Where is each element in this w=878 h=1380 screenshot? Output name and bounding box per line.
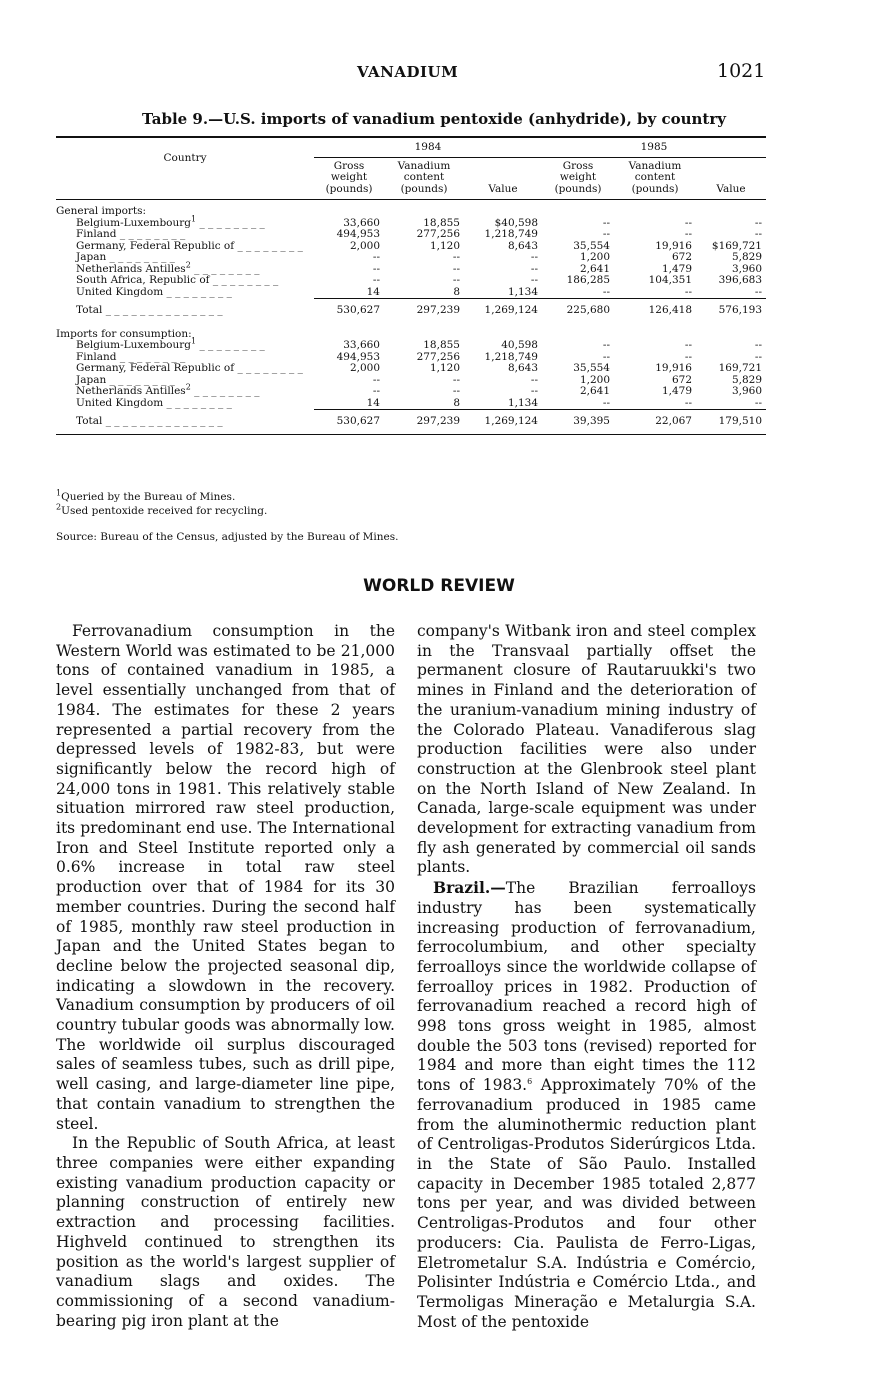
total-value-cell: 1,269,124 xyxy=(464,299,542,323)
country-header: Country xyxy=(163,152,207,165)
value-cell: -- xyxy=(602,396,610,409)
value-cell: -- xyxy=(452,274,460,286)
value-cell: -- xyxy=(684,216,692,229)
table-row xyxy=(56,287,766,299)
total-value-cell: 22,067 xyxy=(614,410,696,435)
table-title xyxy=(0,110,878,128)
value-cell: -- xyxy=(372,251,380,263)
value-cell: 1,479 xyxy=(661,262,692,275)
total-value-cell: 126,418 xyxy=(614,299,696,323)
value-cell: 1,134 xyxy=(507,396,538,409)
value-cell: 1,200 xyxy=(579,251,610,263)
value-cell: 1,479 xyxy=(661,385,692,397)
value-cell: -- xyxy=(684,396,692,409)
value-cell: 396,683 xyxy=(718,274,762,286)
section-heading-row: General imports: xyxy=(56,205,147,217)
value-cell: -- xyxy=(754,228,762,240)
value-cell: -- xyxy=(530,373,538,386)
value-cell: 1,120 xyxy=(429,239,460,252)
value-cell: -- xyxy=(372,274,380,286)
value-cell: 8,643 xyxy=(507,239,538,252)
value-cell: 3,960 xyxy=(731,385,762,397)
value-cell: -- xyxy=(754,285,762,298)
country-cell: Finland _ _ _ _ _ _ _ _ xyxy=(76,228,186,240)
value-cell: -- xyxy=(530,262,538,275)
body-column-right xyxy=(417,622,756,1332)
footnote-1: $^1$Queried by the Bureau of Mines. xyxy=(56,488,236,503)
value-cell: 33,660 xyxy=(343,216,380,229)
value-cell: 104,351 xyxy=(648,274,692,286)
country-cell: Belgium-Luxembourg$^1$ _ _ _ _ _ _ _ _ xyxy=(76,214,265,229)
table-footnotes xyxy=(56,490,267,518)
country-cell: Belgium-Luxembourg$^1$ _ _ _ _ _ _ _ _ xyxy=(76,336,265,351)
table-row xyxy=(56,398,766,410)
page-number: 1021 xyxy=(717,60,766,82)
running-title: VANADIUM xyxy=(357,63,459,81)
value-cell: 8,643 xyxy=(507,362,538,374)
paragraph-consumption: Ferrovanadium consumption in the Western World was estimated to be 21,000 tons of contained vanadium in 1985, a level essentially unchanged from that of 1984. The estimates for these 2 years represented a partial recovery from the depressed levels of 1982-83, but were significantly below the record high of 24,000 tons in 1981. This relatively stable situation mirrored raw steel production, its predominant end use. The International Iron and Steel Institute reported only a 0.6% increase in total raw steel production over that of 1984 for its 30 member countries. During the second half of 1985, monthly raw steel production in Japan and the United States began to decline below the projected seasonal dip, indicating a slowdown in the recovery. Vanadium consumption by producers of oil country tubular goods was abnormally low. The worldwide oil surplus discouraged sales of seamless tubes, such as drill pipe, well casing, and large-diameter line pipe, that contain vanadium to strengthen the steel. xyxy=(56,622,395,1133)
country-cell: Germany, Federal Republic of _ _ _ _ _ _ _ _ xyxy=(76,239,303,252)
year-header-1985: 1985 xyxy=(542,137,766,157)
section-heading: WORLD REVIEW xyxy=(363,576,515,596)
gross-weight-header-1985: Gross weight (pounds) xyxy=(554,159,602,195)
value-cell: -- xyxy=(452,262,460,275)
value-cell: 5,829 xyxy=(731,373,762,386)
country-cell: Netherlands Antilles$^2$ _ _ _ _ _ _ _ _ xyxy=(76,382,260,397)
total-value-cell: 1,269,124 xyxy=(464,410,542,435)
section-heading-row: Imports for consumption: xyxy=(56,327,192,340)
value-cell: 2,000 xyxy=(349,362,380,374)
value-cell: -- xyxy=(372,262,380,275)
imports-table xyxy=(56,136,766,435)
table-source: Source: Bureau of the Census, adjusted by the Bureau of Mines. xyxy=(56,531,399,543)
total-value-cell: 530,627 xyxy=(314,410,384,435)
value-cell: 18,855 xyxy=(423,216,460,229)
value-cell: -- xyxy=(684,228,692,240)
paragraph-continued: company's Witbank iron and steel complex in the Transvaal partially offset the permanent closure of Rautaruukki's two mines in Finland and the deterioration of the uranium-vanadium mining industry of the Colorado Plateau. Vanadiferous slag production facilities were also under construction at the Glenbrook steel plant on the North Island of New Zealand. In Canada, large-scale equipment was under development for extracting vanadium from fly ash generated by commercial oil sands plants. xyxy=(417,622,756,877)
value-cell: 3,960 xyxy=(731,262,762,275)
country-cell: Netherlands Antilles$^2$ _ _ _ _ _ _ _ _ xyxy=(76,260,260,275)
brazil-text-a: The Brazilian ferroalloys industry has been systematically increasing production of ferrovanadium, ferrocolumbium, and other specialty ferroalloys since the worldwide collapse of ferroalloy prices in 1982. Production of ferrovanadium reached a record high of 998 tons gross weight in 1985, almost double the 503 tons (revised) reported for 1984 and more than eight times the 112 tons of 1983. xyxy=(417,879,756,1095)
vanadium-content-header-1985: Vanadium content (pounds) xyxy=(628,159,682,195)
country-cell: Finland _ _ _ _ _ _ _ _ xyxy=(76,350,186,363)
value-cell: $40,598 xyxy=(494,216,538,229)
table-title-text: Table 9.—U.S. imports of vanadium pentoxide (anhydride), by country xyxy=(142,110,726,128)
value-cell: -- xyxy=(754,339,762,351)
value-cell: -- xyxy=(530,251,538,263)
value-cell: 18,855 xyxy=(423,339,460,351)
total-label: Total _ _ _ _ _ _ _ _ _ _ _ _ _ _ xyxy=(76,414,223,427)
value-cell: -- xyxy=(452,251,460,263)
value-cell: -- xyxy=(530,385,538,397)
paragraph-brazil xyxy=(417,878,756,1332)
value-cell: 277,256 xyxy=(416,350,460,363)
total-row xyxy=(56,299,766,323)
total-value-cell: 39,395 xyxy=(542,410,614,435)
gross-weight-header-1984: Gross weight (pounds) xyxy=(325,159,373,195)
value-cell: 19,916 xyxy=(655,362,692,374)
country-cell: South Africa, Republic of _ _ _ _ _ _ _ _ xyxy=(76,274,279,286)
value-cell: -- xyxy=(602,228,610,240)
value-cell: -- xyxy=(372,373,380,386)
total-value-cell: 179,510 xyxy=(696,410,766,435)
value-cell: 2,641 xyxy=(579,385,610,397)
value-cell: -- xyxy=(684,339,692,351)
value-cell: 1,218,749 xyxy=(484,350,538,363)
year-header-1984: 1984 xyxy=(314,137,542,157)
value-cell: 5,829 xyxy=(731,251,762,263)
value-cell: 33,660 xyxy=(343,339,380,351)
value-cell: 2,641 xyxy=(579,262,610,275)
country-cell: Germany, Federal Republic of _ _ _ _ _ _ _ _ xyxy=(76,362,303,374)
value-cell: 8 xyxy=(453,396,460,409)
value-cell: 40,598 xyxy=(501,339,538,351)
value-cell: $169,721 xyxy=(711,239,762,252)
value-cell: 672 xyxy=(671,373,692,386)
country-cell: United Kingdom _ _ _ _ _ _ _ _ xyxy=(76,285,232,298)
total-label: Total _ _ _ _ _ _ _ _ _ _ _ _ _ _ xyxy=(76,303,223,316)
value-cell: 14 xyxy=(366,285,380,298)
value-cell: -- xyxy=(754,216,762,229)
value-cell: 1,134 xyxy=(507,285,538,298)
total-value-cell: 297,239 xyxy=(384,410,464,435)
value-cell: 35,554 xyxy=(573,239,610,252)
brazil-lead: Brazil.— xyxy=(433,878,506,898)
total-value-cell: 225,680 xyxy=(542,299,614,323)
value-cell: -- xyxy=(754,396,762,409)
value-cell: 494,953 xyxy=(336,228,380,240)
value-cell: -- xyxy=(372,385,380,397)
value-cell: 277,256 xyxy=(416,228,460,240)
value-cell: -- xyxy=(452,373,460,386)
body-column-left xyxy=(56,622,395,1331)
page-header xyxy=(0,60,878,84)
value-cell: 2,000 xyxy=(349,239,380,252)
total-value-cell: 576,193 xyxy=(696,299,766,323)
value-cell: -- xyxy=(602,350,610,363)
value-cell: 1,200 xyxy=(579,373,610,386)
value-cell: 1,218,749 xyxy=(484,228,538,240)
value-cell: 1,120 xyxy=(429,362,460,374)
value-header-1985: Value xyxy=(716,182,746,195)
footnote-ref-6: 6 xyxy=(527,1077,533,1087)
total-value-cell: 530,627 xyxy=(314,299,384,323)
value-cell: -- xyxy=(684,285,692,298)
vanadium-content-header-1984: Vanadium content (pounds) xyxy=(397,159,451,195)
country-cell: Japan _ _ _ _ _ _ _ _ xyxy=(76,373,175,386)
value-cell: 14 xyxy=(366,396,380,409)
country-cell: Japan _ _ _ _ _ _ _ _ xyxy=(76,251,175,263)
paragraph-south-africa: In the Republic of South Africa, at least three companies were either expanding existing vanadium production capacity or planning construction of entirely new extraction and processing facilities. Highveld continued to strengthen its position as the world's largest supplier of vanadium slags and oxides. The commissioning of a second vanadium-bearing pig iron plant at the xyxy=(56,1134,395,1330)
value-cell: 494,953 xyxy=(336,350,380,363)
total-value-cell: 297,239 xyxy=(384,299,464,323)
brazil-text-b: Approximately 70% of the ferrovanadium produced in 1985 came from the aluminothermic reduction plant of Centroligas-Produtos Siderúrgicos Ltda. in the State of São Paulo. Installed capacity in December 1985 totaled 2,877 tons per year, and was divided between Centroligas-Produtos and four other producers: Cia. Paulista de Ferro-Ligas, Eletrometalur S.A. Indústria e Comércio, Polisinter Indústria e Comércio Ltda., and Termoligas Mineração e Metalurgia S.A. Most of the pentoxide xyxy=(417,1076,756,1331)
value-cell: -- xyxy=(754,350,762,363)
footnote-2: $^2$Used pentoxide received for recycling. xyxy=(56,502,268,517)
value-header-1984: Value xyxy=(488,182,518,195)
value-cell: 8 xyxy=(453,285,460,298)
country-cell: United Kingdom _ _ _ _ _ _ _ _ xyxy=(76,396,232,409)
value-cell: 672 xyxy=(671,251,692,263)
total-row xyxy=(56,410,766,435)
value-cell: -- xyxy=(530,274,538,286)
value-cell: -- xyxy=(602,339,610,351)
value-cell: 35,554 xyxy=(573,362,610,374)
value-cell: -- xyxy=(602,216,610,229)
value-cell: 19,916 xyxy=(655,239,692,252)
value-cell: -- xyxy=(602,285,610,298)
value-cell: -- xyxy=(684,350,692,363)
value-cell: 186,285 xyxy=(566,274,610,286)
value-cell: 169,721 xyxy=(718,362,762,374)
value-cell: -- xyxy=(452,385,460,397)
